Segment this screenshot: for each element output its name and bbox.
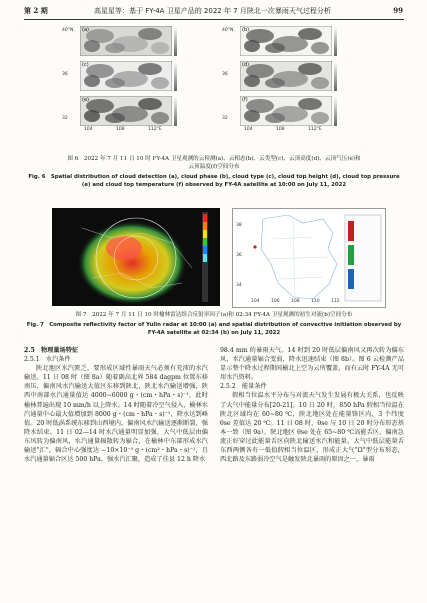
fig6-panel-f — [240, 96, 332, 126]
fig6-caption-cn-2: 云顶温度(f)空间分布 — [188, 164, 240, 170]
fig6-panel-a-label: (a) — [82, 27, 89, 33]
fig6-panel-c-label: (c) — [82, 62, 89, 68]
fig6-lon-label: 112°E — [308, 127, 322, 132]
fig6-panel-a — [80, 26, 172, 56]
right-column — [220, 346, 404, 464]
fig7a-radar-image — [52, 208, 220, 306]
fig6-lon-label: 104 — [84, 127, 93, 132]
fig6-panel-e-colorbar — [174, 96, 177, 126]
fig6-panel-e-label: (e) — [82, 97, 89, 103]
fig6-panel-c — [80, 61, 172, 91]
fig7-caption-en-2: FY-4A satellite at 02:34 (b) on July 11, 2022 — [147, 330, 281, 336]
fig6-panel-b-label: (b) — [242, 27, 250, 33]
page-header — [24, 6, 403, 18]
fig6-caption-cn: 图 6 2022 年 7 月 11 日 10 时 FY-4A 卫星观测的云检测(a)、云相态(b)、云类型(c)、云顶高度(d)、云顶气压(e)和 — [67, 156, 361, 162]
fig7b-convective-initiation-map — [232, 208, 386, 308]
fig6-panel-e-image — [80, 96, 172, 126]
fig6-lat-label: 36 — [62, 72, 68, 77]
running-title: 高星星等：基于 FY-4A 卫星产品的 2022 年 7 月陕北一次暴雨天气过程分析 — [94, 7, 331, 15]
section-heading: 2.5 物理量场特征 — [24, 347, 79, 354]
fig6-panel-c-colorbar — [174, 61, 177, 91]
fig6-panel-f-label: (f) — [242, 97, 248, 103]
fig6-panel-b — [240, 26, 332, 56]
fig6-panel-e — [80, 96, 172, 126]
fig6-panel-d-image — [240, 61, 332, 91]
right-paragraph-1: 98.4 mm 的暴雨天气。14 时到 20 时低层偏南风又再次转为偏东风，水汽通量辐合变弱，降水迅速结束（图 8b）。图 6 云检测产品显示整个降水过程期间榆北上空为云所覆盖，而有云时 FY-4A 无可用水汽资料。 — [220, 347, 404, 382]
fig6-panel-f-colorbar — [334, 96, 337, 126]
fig6-lon-label: 108 — [116, 127, 125, 132]
fig6-lat-label: 32 — [62, 116, 68, 121]
fig6-lon-label: 104 — [244, 127, 253, 132]
left-column — [24, 346, 208, 464]
fig7-caption-en: Fig. 7 Composite reflectivity factor of Yulin radar at 10:00 (a) and spatial distribution of convective initiation observed by — [26, 322, 402, 328]
fig6-panel-d — [240, 61, 332, 91]
fig6-lon-label: 112°E — [148, 127, 162, 132]
fig6-panel-f-image — [240, 96, 332, 126]
map-lon-108: 108 — [291, 299, 300, 304]
header-rule — [24, 19, 404, 20]
fig6-panel-b-image — [240, 26, 332, 56]
fig6-panel-d-label: (d) — [242, 62, 250, 68]
map-lon-106: 106 — [271, 299, 280, 304]
fig6-panel-a-colorbar — [174, 26, 177, 56]
right-paragraph-2: 假相当位温水平分布与对流天气发生发展有极大关系，也反映了大气中能量分布[20-21]。10 日 20 时，850 hPa 假相当位温在陕北区域均在 60~80 ℃，陕北地区处在能量锋区内，3 个纬度 θse 差值达 20 ℃。11 日 08 时，θse 与 10 日 20 时分布形态基本一致（图 9a），陕北地区 θse 处在 65~80 ℃高能舌区。偏南急流正好穿过此能量舌区向陕北输送水汽和能量。大气中低层能量舌东西两侧各有一低值假相当位温区，形成正大气"Ω"型分布形态，西北路及东路弱冷空气是触发陕北暴雨的原因之一，暴雨 — [220, 392, 404, 464]
fig6-panel-d-colorbar — [334, 61, 337, 91]
map-lat-34: 34 — [236, 283, 242, 288]
fig7-caption-cn: 图 7 2022 年 7 月 11 日 10 时榆林雷达组合反射率因子(a)和 02:34 FY-4A 卫星观测的初生对流(b)空间分布 — [75, 312, 353, 318]
left-paragraph: 陕北地区水汽匮乏，要形成区域性暴雨天气必须有充沛的水汽输送。11 日 08 时（图 8a）随着副高北界 584 dagpm 位置东移南压，偏南风水汽输送大值区东移到陕北，陕北水汽输送增强，陕西中南部水汽通量值达 4000~6000 g・(cm・hPa・s)⁻¹，此时榆林普遍出现 10 mm/h 以上降水。14 时随着冷空气侵入，榆林水汽通量中心最大值增加到 8000 g・(cm・hPa・s)⁻¹，降水达到峰值。20 时低涡系统东移到山西境内，偏南风水汽输送逐渐断裂，强降水结束。11 日 02—14 时水汽通量明显加强，大气中低层由偏东风转为偏南风，水汽通量辐散转为辐合，在榆林中东部形成水汽输送"汇"，辐合中心强度达 −10×10⁻⁵ g・(cm²・hPa・s)⁻¹，且水汽通量辐合区达 500 hPa。强水汽汇聚，造成了佳县 12 h 降水 — [24, 365, 208, 464]
map-svg — [233, 209, 385, 307]
fig6-panel-a-image — [80, 26, 172, 56]
radar-svg — [52, 208, 220, 306]
map-lon-104: 104 — [251, 299, 260, 304]
issue-label: 第 2 期 — [24, 6, 48, 15]
map-lon-110: 110 — [311, 299, 320, 304]
map-lat-36: 36 — [236, 253, 242, 258]
fig6-panel-c-image — [80, 61, 172, 91]
subsection-energy: 2.5.2 能量条件 — [220, 383, 267, 391]
fig6-caption-en: Fig. 6 Spatial distribution of cloud detection (a), cloud phase (b), cloud type (c), cloud top height (d), cloud top pressure — [28, 174, 400, 180]
subsection-water-vapor: 2.5.1 水汽条件 — [24, 356, 71, 364]
fig6-lat-label: 32 — [222, 116, 228, 121]
fig6-lon-label: 108 — [276, 127, 285, 132]
page-number: 99 — [393, 6, 403, 15]
fig6-lat-label: 40°N — [62, 28, 74, 33]
map-lat-38: 38 — [236, 223, 242, 228]
fig6-lat-label: 36 — [222, 72, 228, 77]
fig6-caption-en-2: (e) and cloud top temperature (f) observed by FY-4A satellite at 10:00 on July 11, 2022 — [81, 182, 347, 188]
fig6-lat-label: 40°N — [222, 28, 234, 33]
map-lon-112: 112 — [331, 299, 340, 304]
fig6-panel-b-colorbar — [334, 26, 337, 56]
